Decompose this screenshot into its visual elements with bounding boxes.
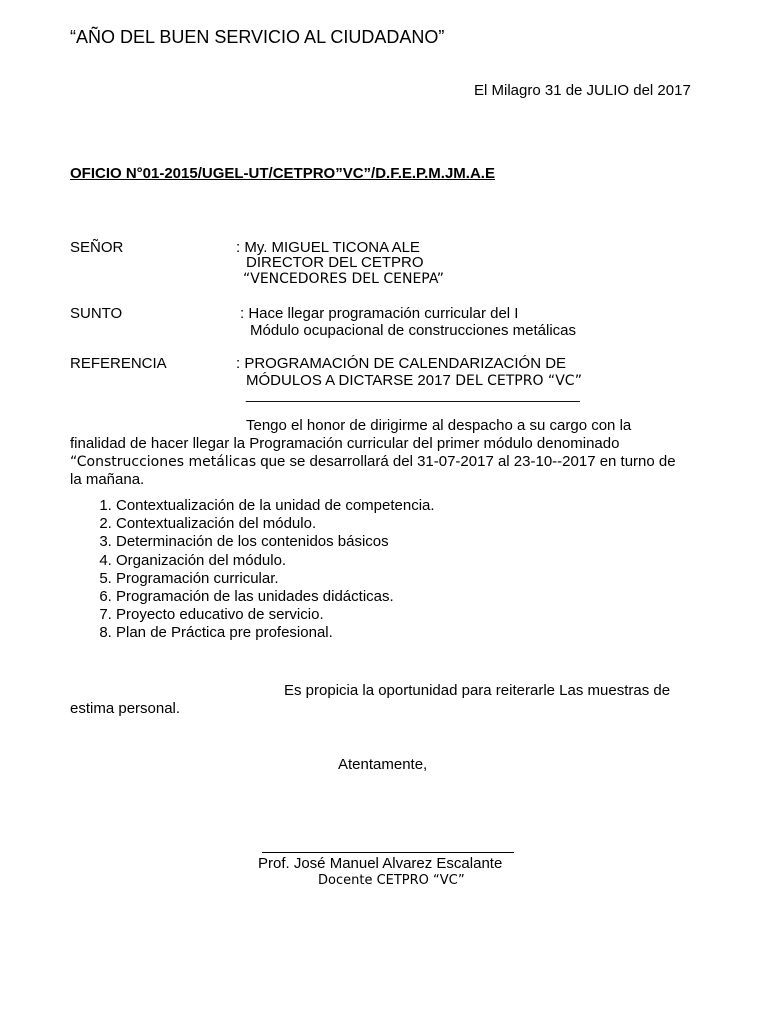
module-name: “Construcciones metálicas: [70, 454, 257, 470]
senor-label: SEÑOR: [70, 239, 124, 256]
asunto-label: SUNTO: [70, 305, 123, 322]
date-line: El Milagro 31 de JULIO del 2017: [474, 82, 691, 99]
list-item: 5. Programación curricular.: [116, 570, 616, 588]
senor-name: : My. MIGUEL TICONA ALE: [236, 239, 420, 256]
list-item: 3. Determinación de los contenidos básicos: [116, 533, 616, 551]
list-item: 4. Organización del módulo.: [116, 552, 616, 570]
body-line-2: finalidad de hacer llegar la Programación curricular del primer módulo denominado: [70, 435, 620, 452]
closing-line-2: estima personal.: [70, 700, 181, 717]
referencia-modulos: MÓDULOS A DICTARSE 2017: [246, 372, 451, 389]
asunto-line1: : Hace llegar programación curricular del I: [240, 305, 519, 322]
referencia-cetpro: DEL CETPRO “VC”: [450, 373, 583, 389]
referencia-rule: ________________________________________: [246, 386, 580, 403]
year-motto-heading: “AÑO DEL BUEN SERVICIO AL CIUDADANO”: [70, 27, 445, 47]
body-line-4: la mañana.: [70, 471, 145, 488]
list-item: 1. Contextualización de la unidad de competencia.: [116, 497, 616, 515]
signer-role: Docente CETPRO “VC”: [318, 873, 465, 888]
referencia-label: REFERENCIA: [70, 355, 167, 372]
senor-position: DIRECTOR DEL CETPRO: [246, 254, 424, 271]
referencia-line1: : PROGRAMACIÓN DE CALENDARIZACIÓN DE: [236, 355, 567, 372]
oficio-number: OFICIO N°01-2015/UGEL-UT/CETPRO”VC”/D.F.E.P.M.JM.A.E: [70, 165, 495, 182]
asunto-line2: Módulo ocupacional de construcciones metálicas: [250, 322, 577, 339]
list-item: 6. Programación de las unidades didácticas.: [116, 588, 616, 606]
atentamente: Atentamente,: [338, 756, 428, 773]
signer-name: Prof. José Manuel Alvarez Escalante: [258, 855, 503, 872]
body-line-1: Tengo el honor de dirigirme al despacho a su cargo con la: [246, 417, 632, 434]
list-item: 8. Plan de Práctica pre profesional.: [116, 624, 616, 642]
contents-list: [70, 497, 616, 643]
senor-institution: “VENCEDORES DEL CENEPA”: [243, 271, 444, 287]
list-item: 2. Contextualización del módulo.: [116, 515, 616, 533]
signature-line: [262, 852, 514, 853]
body-line-3: [70, 453, 676, 471]
closing-line-1: Es propicia la oportunidad para reiterarle Las muestras de: [284, 682, 671, 699]
body-dates: que se desarrollará del 31-07-2017 al 23-10--2017 en turno de: [256, 453, 676, 470]
list-item: 7. Proyecto educativo de servicio.: [116, 606, 616, 624]
